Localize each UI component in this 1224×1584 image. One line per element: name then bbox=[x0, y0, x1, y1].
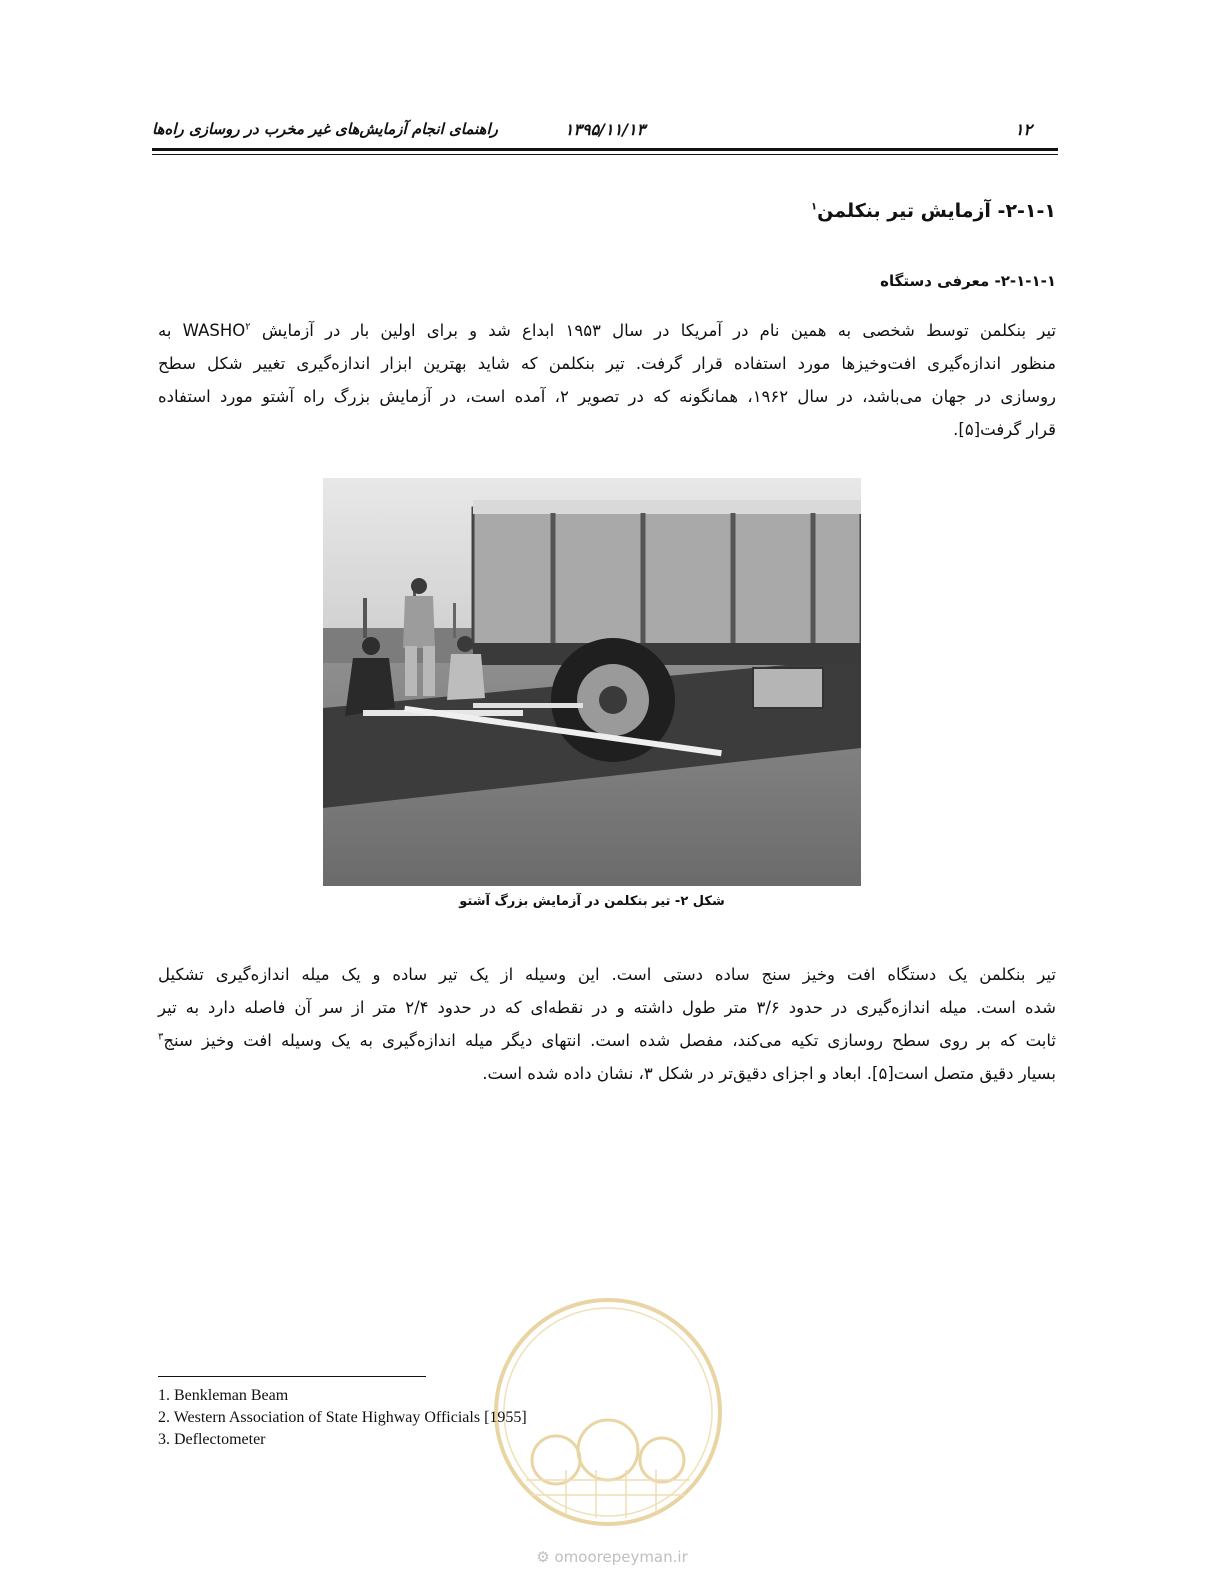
header-rule-thick bbox=[152, 148, 1058, 151]
footnote-3: 3. Deflectometer bbox=[158, 1431, 266, 1448]
truck-photo-illustration bbox=[323, 478, 861, 886]
footnote-1: 1. Benkleman Beam bbox=[158, 1387, 289, 1404]
footnote-2: 2. Western Association of State Highway Officials [1955] bbox=[158, 1409, 527, 1426]
paragraph-line: ثابت که بر روی سطح روسازی تکیه می‌کند، مفصل شده است. انتهای دیگر میله اندازه‌گیری به یک وسیله افت وخیز سنج$^۳$ bbox=[158, 1031, 1056, 1050]
header-rule-thin bbox=[152, 154, 1058, 155]
paragraph-line: قرار گرفت[۵]. bbox=[953, 420, 1056, 439]
paragraph-line: روسازی در جهان می‌باشد، در سال ۱۹۶۲، همانگونه که در تصویر ۲، آمده است، در آزمایش بزرگ راه آشتو مورد استفاده bbox=[158, 387, 1057, 406]
paragraph-intro bbox=[158, 314, 1056, 446]
paragraph-description bbox=[158, 958, 1056, 1090]
section-subheading: ۲-۱-۱-۱- معرفی دستگاه bbox=[880, 272, 1056, 290]
paragraph-line: تیر بنکلمن توسط شخصی به همین نام در آمریکا در سال ۱۹۵۳ ابداع شد و برای اولین بار در آزمایش WASHO$^۲$ به bbox=[158, 321, 1057, 340]
paragraph-line: بسیار دقیق متصل است[۵]. ابعاد و اجزای دقیق‌تر در شکل ۳، نشان داده شده است. bbox=[482, 1064, 1056, 1083]
footnote-ref-2[interactable]: ۲ bbox=[245, 321, 251, 333]
page-number: ۱۲ bbox=[1014, 120, 1032, 139]
paragraph-line: شده است. میله اندازه‌گیری در حدود ۳/۶ متر طول داشته و در نقطه‌ای که در حدود ۲/۴ متر از سر آن فاصله دارد به تیر bbox=[158, 998, 1056, 1017]
figure-photo bbox=[323, 478, 861, 886]
paragraph-line: تیر بنکلمن یک دستگاه افت وخیز سنج ساده دستی است. این وسیله از یک تیر ساده و یک میله اندازه‌گیری تشکیل bbox=[158, 965, 1056, 984]
section-heading-text: ۲-۱-۱- آزمایش تیر بنکلمن bbox=[817, 200, 1056, 222]
watermark-url: ⚙ omoorepeyman.ir bbox=[536, 1548, 688, 1566]
footnotes bbox=[158, 1385, 527, 1451]
figure-caption: شکل ۲- تیر بنکلمن در آزمایش بزرگ آشتو bbox=[459, 894, 725, 909]
footnote-separator bbox=[158, 1376, 426, 1377]
footnote-ref-1[interactable]: ۱ bbox=[811, 201, 818, 213]
washo-term: WASHO$^۲$ bbox=[182, 321, 251, 340]
header-date: ۱۳۹۵/۱۱/۱۳ bbox=[564, 120, 646, 139]
footnote-ref-3[interactable]: ۳ bbox=[158, 1031, 164, 1043]
section-heading bbox=[811, 200, 1056, 222]
page-header bbox=[152, 118, 1058, 146]
paragraph-line: منظور اندازه‌گیری افت‌وخیزها مورد استفاده قرار گرفت. تیر بنکلمن که شاید بهترین ابزار اندازه‌گیری تغییر شکل سطح bbox=[158, 354, 1056, 373]
header-title: راهنمای انجام آزمایش‌های غیر مخرب در روسازی راه‌ها bbox=[152, 120, 498, 138]
